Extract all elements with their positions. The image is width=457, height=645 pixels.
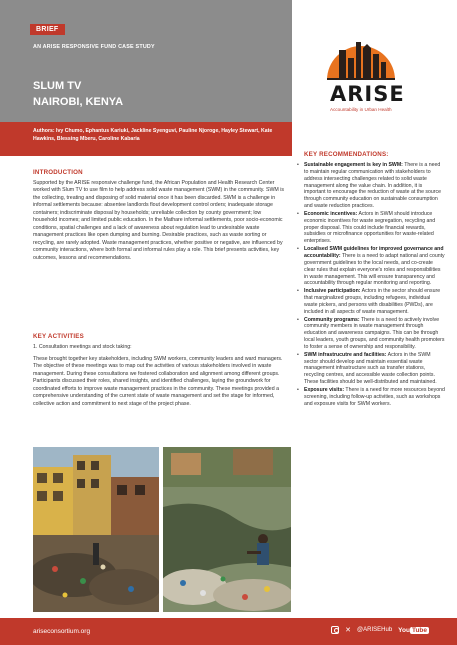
list-item: • Exposure visits: There is a need for more resources beyond screening, including follow-up activities, such as workshops and exposure visits for SWM workers. bbox=[297, 387, 445, 408]
brief-badge: BRIEF bbox=[30, 24, 65, 35]
twitter-icon[interactable]: ✕ bbox=[345, 627, 352, 634]
footer-bar bbox=[0, 618, 457, 645]
social-links bbox=[331, 626, 429, 634]
list-item: • Sustainable engagement is key in SWM: There is a need to maintain regular communication with stakeholders to address intersecting challenges related to solid waste management along the value chain. In addition, it is important to encourage the reduction of waste at the source through community education on sustainable consumption and waste reduction practices. bbox=[297, 162, 445, 210]
introduction-body: Supported by the ARISE responsive challenge fund, the African Population and Health Research Center worked with Slum TV to use film to help address solid waste management (SWM) in the community. SWM is the collecting, treating and disposing of solid material once it has been discarded. SWM is a challenge in informal settlements because: absentee landlords flout development control orders; inadequate storage containers; indiscriminate disposal by households; unreliable collection by county government; low household incomes; and limited public education. In the Mathare informal settlements, poor socio-economic conditions, spatial challenges and a lack of awareness about regulation lead to undesirable waste management practices like open dumping and burning. Desirable practices, such as waste sorting or recycling, are rarely adopted. Waste management practices, whether positive or negative, are influenced by community interactions, where both formal and informal rules play a role. This brief presents activities, key outcomes, lessons and recommendations. bbox=[33, 180, 285, 261]
introduction-heading: INTRODUCTION bbox=[33, 169, 83, 176]
youtube-icon[interactable]: You Tube bbox=[398, 626, 427, 634]
key-activities-heading: KEY ACTIVITIES bbox=[33, 333, 84, 340]
key-activities-body: These brought together key stakeholders, including SWM workers, community leaders and ward managers. The objective of these meetings was to map out the activities of various stakeholders involved in waste management. During these consultations we fostered collaboration and alignment among different groups. Participants discussed their roles, shared insights, and identified challenges, laying the groundwork for coordinated efforts to improve waste management practices in the community. These meetings provided a comprehensive understanding of the current state of waste management and set the stage for informed, collective action and commitment to next stage of the project phase. bbox=[33, 356, 283, 407]
list-item: • Community programs: There is a need to actively involve community members in waste management through education and awareness campaigns. This can be through local leaders, youth groups, and community health promoters to foster a sense of ownership and responsibility. bbox=[297, 317, 445, 351]
social-handle[interactable]: @ARISEHub bbox=[357, 627, 393, 633]
list-item: • Economic incentives: Actors in SWM should introduce economic incentives for waste segregation, recycling and proper disposal. This could include financial rewards, subsidies or microfinance opportunities for waste-related enterprises. bbox=[297, 211, 445, 245]
river-waste-photo bbox=[163, 447, 291, 612]
logo-tagline: Accountability in Urban Health bbox=[330, 107, 392, 112]
recommendations-heading: KEY RECOMMENDATIONS: bbox=[304, 151, 389, 158]
list-item: • SWM infrastrucutre and facilities: Actors in the SWM sector should develop and maintain essential waste management infrastructure such as transfer stations, recycling centres, and accessible waste collection points. These facilities should be well-distributed and maintained. bbox=[297, 352, 445, 386]
instagram-icon[interactable] bbox=[331, 626, 339, 634]
street-waste-photo bbox=[33, 447, 159, 612]
recommendations-list bbox=[297, 162, 445, 409]
list-item: • Inclusive participation: Actors in the sector should ensure that marginalized groups, including refugees, individual waste pickers, and persons with disabilities (PWDs), are included in all aspects of waste management. bbox=[297, 288, 445, 315]
authors-band bbox=[0, 122, 292, 156]
header-banner bbox=[0, 0, 292, 122]
authors-text: Authors: Ivy Chumo, Ephantus Kariuki, Jackline Syenguvi, Pauline Njoroge, Hayley Stewart, Kate Hawkins, Blessing Mberu, Caroline Kabaria bbox=[33, 128, 273, 142]
list-item: • Localised SWM guidelines for improved governance and accountability: There is a need to adapt national and county government guidelines to the local needs, and co-create clear rules that explain everyone's roles and responsibilities in waste management. This will ensure transparency and accountability through regular monitoring and reporting. bbox=[297, 246, 445, 287]
case-study-kicker: AN ARISE RESPONSIVE FUND CASE STUDY bbox=[33, 44, 155, 50]
website-link[interactable]: ariseconsortium.org bbox=[33, 628, 91, 635]
page-subtitle: NAIROBI, KENYA bbox=[33, 96, 124, 108]
key-activities-subheading: 1. Consultation meetings and stock taking: bbox=[33, 344, 132, 350]
page-title: SLUM TV bbox=[33, 80, 82, 92]
logo-wordmark: ARISE bbox=[330, 82, 405, 106]
